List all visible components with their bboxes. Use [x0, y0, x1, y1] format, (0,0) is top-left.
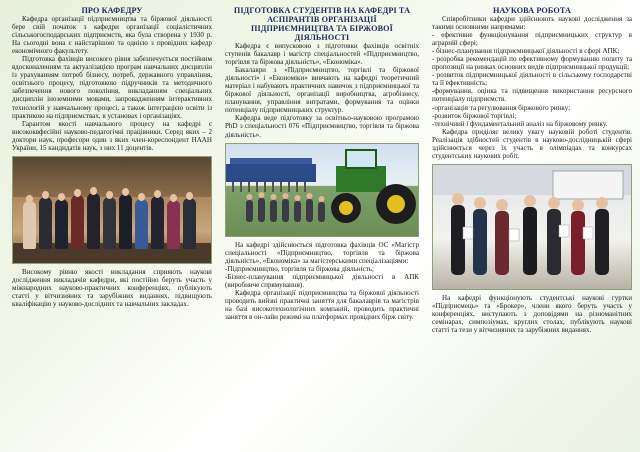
research-list-item-4: - розвиток підприємницької діяльності в сільському господарстві та її ефективність;: [432, 71, 632, 88]
column-research: [432, 6, 632, 448]
research-list-item-2: - бізнес-планування підприємницької діяльності в сфері АПК;: [432, 47, 620, 56]
students-illustration: [433, 165, 632, 289]
column-training: [225, 6, 419, 448]
research-list-item-6: -організація та регулювання біржового ринку;: [432, 103, 571, 112]
about-paragraph-4: Високому рівню якості викладання сприяють наукові дослідження викладачів кафедри, які постійно беруть участь у міжнародних науково-практичних конференціях, публікують статті у вітчизняних та зарубіжних виданнях, підвищують кваліфікацію у науково-дослідних та навчальних закладах.: [12, 267, 212, 308]
students-photo: [432, 164, 632, 290]
training-paragraph-1: Кафедра є випусковою з підготовки фахівців освітніх ступенів бакалавр і магістр спеціальностей «Підприємництво, торгівля та біржова діяльність», «Економіка».: [225, 42, 419, 67]
faculty-group-photo: [12, 156, 212, 264]
research-list-item-1: - ефективне функціонування підприємницьких структур в аграрній сфері;: [432, 31, 632, 48]
training-list-item-2: -Бізнес-планування підприємницької діяльності в АПК (виробниче спрямування).: [225, 272, 419, 289]
about-paragraph-3: Гарантом якості навчального процесу на кафедрі є висококвфесійні науково-педагогічні працівники. Серед яких – 2 доктори наук, професори один з яких член-кореспондент НААН України, 15 кандидатів наук, з них 11 доцентів.: [12, 119, 212, 152]
about-paragraph-2: Підготовка фахівців високого рівня забезпечується постійним вдосконаленням та актуалізацією програм навчальних дисциплін із урахуванням потреб бізнесу, потреб, державного управління, освітнього процесу, підготовкою підручників та методичного забезпечення нового покоління, викладанням спеціальних дисциплін іноземними мовами, запровадженням інтерактивних технологій у навчальному процесі, а також інтеграцією освіти із практикою на підприємствах, в установах і організаціях.: [12, 55, 212, 120]
research-paragraph-3: На кафедрі функціонують студентські наукові гуртки «Підприємець» та «Брокер», члени якого беруть участь у конференціях, виступають з доповідями на різноманітних семінарах, симпозіумах, круглих столах, публікують наукові статті та тези у вітчизняних та зарубіжних виданнях.: [432, 293, 632, 335]
tractor-photo: [225, 143, 419, 237]
training-paragraph-2: Бакалаври з «Підприємництво, торгівлі та біржової діяльності» і «Економіки» вивчають на кафедрі теоретичний матеріал і набувають практичних навичок з підприємницької та біржової діяльності, організації виробництва, агробізнесу, планування, управління витратами, формування та оцінки потенціалу підприємницьких структур.: [225, 66, 419, 115]
research-paragraph-2: Кафедра приділяє велику увагу науковій роботі студентів. Реалізація здібностей студентів в науково-дослідницькій сфері здійснюється через їх участь в олімпіадах та конкурсах студентських наукових робіт.: [432, 127, 632, 160]
research-list-item-3: - розробка рекомендацій по ефективному формуванню попиту та пропозиції на ринках основних видів підприємницької продукції;: [432, 55, 632, 72]
column-about: [12, 6, 212, 448]
tractor-illustration: [226, 144, 419, 236]
research-title: НАУКОВА РОБОТА: [493, 6, 571, 15]
about-paragraph-1: Кафедра організації підприємництва та біржової діяльності бере свій початок з кафедри організації соціалістичних сільськогосподарських підприємств, яка була створена у 1930 р. На сьогодні вона є найстарішою та однією з провідних кафедр економічного факультету.: [12, 15, 212, 56]
research-paragraph-1: Співробітники кафедри здійснюють наукові дослідження за такими основними напрямами:: [432, 15, 632, 32]
training-paragraph-3: Кафедра веде підготовку за освітньо-науковою програмою PhD з спеціальності 076 «Підприємництво, торгівля та біржова діяльність».: [225, 114, 419, 139]
training-title: ПІДГОТОВКА СТУДЕНТІВ НА КАФЕДРІ ТА АСПІРАНТІВ ОРГАНІЗАЦІЇ ПІДПРИЄМНИЦТВА ТА БІРЖОВОЇ ДІЯЛЬНОСТІ: [233, 6, 411, 42]
research-list-item-8: -технічний і фундаментальний аналіз на біржовому ринку.: [432, 119, 608, 128]
training-list-item-1: -Підприємництво, торгівля та біржова діяльність;: [225, 264, 374, 273]
research-list-item-7: -розвиток біржової торгівлі;: [432, 111, 517, 120]
training-paragraph-5: Кафедра організації підприємництва та біржової діяльності проводить вийзні практичні заняття для бакалаврів та магістрів на базі високотехнологічних компаній, проводить практичні заняття в он-лайн режимі на платформах провідних бірж світу.: [225, 288, 419, 321]
training-paragraph-4: На кафедрі здійснюється підготовка фахівців ОС «Магістр спеціальності «Підприємництво, торгівля та біржова діяльність», «Економіка» за магістерськими спеціалізаціями:: [225, 240, 419, 265]
about-title: ПРО КАФЕДРУ: [81, 6, 143, 15]
research-list-item-5: -формування, оцінка та підвищення використання ресурсного потенціалу підприємств.: [432, 87, 632, 104]
